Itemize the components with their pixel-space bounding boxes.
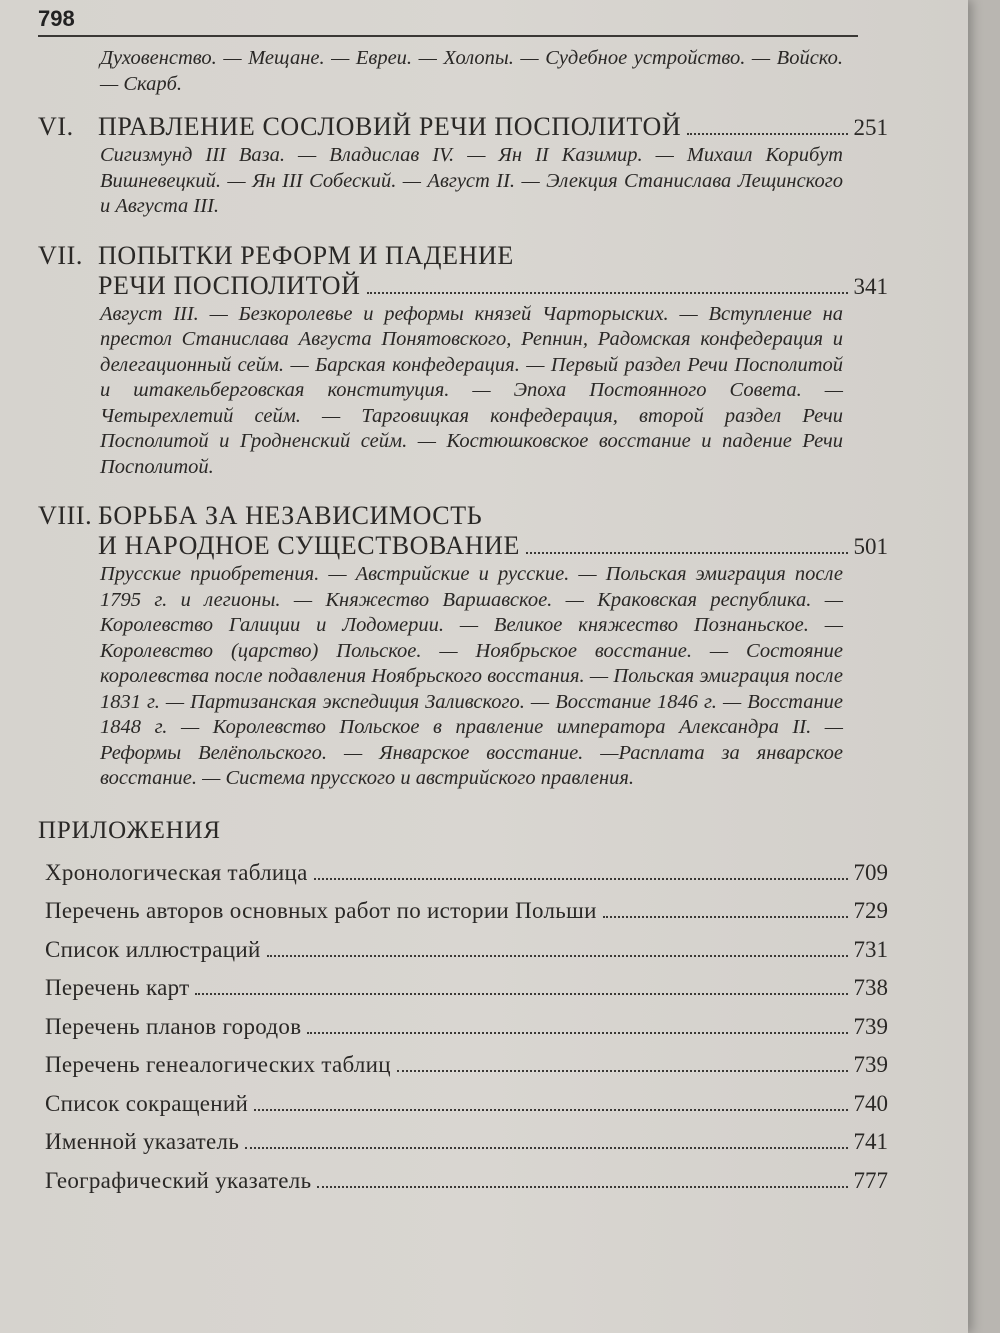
appendix-item-title: Географический указатель — [45, 1167, 312, 1193]
appendix-item-page: 741 — [853, 1129, 888, 1154]
appendix-item-page: 739 — [853, 1013, 888, 1039]
chapter-title-line2: И НАРОДНОЕ СУЩЕСТВОВАНИЕ — [98, 531, 520, 560]
chapter-numeral: VII. — [38, 240, 83, 270]
chapter-numeral: VIII. — [38, 501, 93, 530]
appendix-item — [38, 1123, 888, 1162]
chapter-title-line2: РЕЧИ ПОСПОЛИТОЙ — [98, 270, 361, 300]
appendix-item-title: Именной указатель — [45, 1129, 240, 1154]
chapter-page: 501 — [853, 534, 888, 559]
leader-dots — [195, 993, 847, 995]
chapter-page: 341 — [853, 273, 888, 299]
appendix-item — [38, 1008, 888, 1047]
appendix-item-page: 738 — [853, 975, 888, 1000]
chapter-page: 251 — [853, 115, 888, 140]
appendix-item-title: Перечень авторов основных работ по истории Польши — [45, 898, 597, 923]
chapter-vi — [38, 111, 888, 220]
appendix-item-title: Хронологическая таблица — [45, 859, 308, 885]
leader-dots — [307, 1032, 847, 1034]
chapter-title: ПРАВЛЕНИЕ СОСЛОВИЙ РЕЧИ ПОСПОЛИТОЙ — [98, 112, 682, 141]
appendix-heading: ПРИЛОЖЕНИЯ — [38, 816, 221, 844]
appendix-item — [38, 892, 888, 931]
leader-dots — [245, 1147, 847, 1149]
leader-dots — [603, 916, 848, 918]
appendix-item-title: Список сокращений — [45, 1090, 249, 1116]
appendix-item — [38, 1085, 888, 1124]
appendix-item-page: 709 — [853, 859, 888, 885]
appendix-item-page: 739 — [853, 1052, 888, 1077]
chapter-title-line1: ПОПЫТКИ РЕФОРМ И ПАДЕНИЕ — [98, 240, 514, 270]
appendix-item — [38, 931, 888, 970]
chapter-heading — [38, 111, 888, 143]
leader-dots — [314, 878, 848, 880]
appendix-item-title: Список иллюстраций — [45, 936, 261, 962]
header-rule — [38, 35, 858, 37]
appendix-item — [38, 969, 888, 1008]
appendix-list — [38, 854, 888, 1201]
leader-dots — [367, 292, 848, 294]
leader-dots — [317, 1186, 847, 1188]
leader-dots — [687, 133, 847, 135]
chapter-vii — [38, 240, 888, 481]
leader-dots — [397, 1070, 848, 1072]
appendix-item-title: Перечень карт — [45, 975, 190, 1000]
leader-dots — [267, 955, 848, 957]
chapter-heading — [38, 240, 888, 271]
appendix-item-page: 777 — [853, 1167, 888, 1193]
chapter-viii — [38, 500, 888, 792]
page-number: 798 — [38, 6, 75, 31]
appendix-item — [38, 1046, 888, 1085]
appendix-item-page: 729 — [853, 898, 888, 923]
appendix-item — [38, 854, 888, 893]
appendix-item — [38, 1162, 888, 1201]
chapter-title-line1: БОРЬБА ЗА НЕЗАВИСИМОСТЬ — [98, 501, 483, 530]
appendix-item-title: Перечень планов городов — [45, 1013, 302, 1039]
leader-dots — [254, 1109, 847, 1111]
intro-subtopics: Духовенство. — Мещане. — Евреи. — Холопы. — Судебное устройство. — Войско. — Скарб. — [100, 47, 843, 95]
table-of-contents — [38, 44, 888, 1200]
chapter-subtopics: Август III. — Безкоролевье и реформы князей Чарторыских. — Вступление на престол Станислава Августа Понятовского, Репнин, Радомская конфедерация и делегационный сейм. — Барская конфедерация. — Первый раздел Речи Посполитой и штакельберговская конституция. — Эпоха Постоянного Совета. — Четырехлетий сейм. — Тарговицкая конфедерация, второй раздел Речи Посполитой и Гродненский сейм. — Костюшковское восстание и падение Речи Посполитой. — [100, 302, 843, 478]
chapter-subtopics: Прусские приобретения. — Австрийские и русские. — Польская эмиграция после 1795 г. и легионы. — Княжество Варшавское. — Краковская республика. — Королевство Галиции и Лодомерии. — Великое княжество Познаньское. — Королевство (царство) Польское. — Ноябрьское восстание. — Состояние королевства после подавления Ноябрьского восстания. — Польская эмиграция после 1831 г. — Партизанская экспедиция Заливского. — Восстание 1846 г. — Восстание 1848 г. — Королевство Польское в правление императора Александра II. — Реформы Велёпольского. — Январское восстание. —Расплата за январское восстание. — Система прусского и австрийского правления. — [100, 563, 843, 789]
chapter-numeral: VI. — [38, 112, 74, 141]
chapter-heading-line2 — [98, 271, 888, 302]
appendix-item-page: 740 — [853, 1090, 888, 1116]
appendix-item-page: 731 — [853, 936, 888, 962]
chapter-heading — [38, 500, 888, 531]
appendix-item-title: Перечень генеалогических таблиц — [45, 1052, 391, 1077]
chapter-subtopics: Сигизмунд III Ваза. — Владислав IV. — Ян II Казимир. — Михаил Корибут Вишневецкий. — Ян III Собеский. — Август II. — Элекция Станислава Лещинского и Августа III. — [100, 144, 843, 217]
leader-dots — [526, 552, 848, 554]
chapter-heading-line2 — [98, 531, 888, 562]
